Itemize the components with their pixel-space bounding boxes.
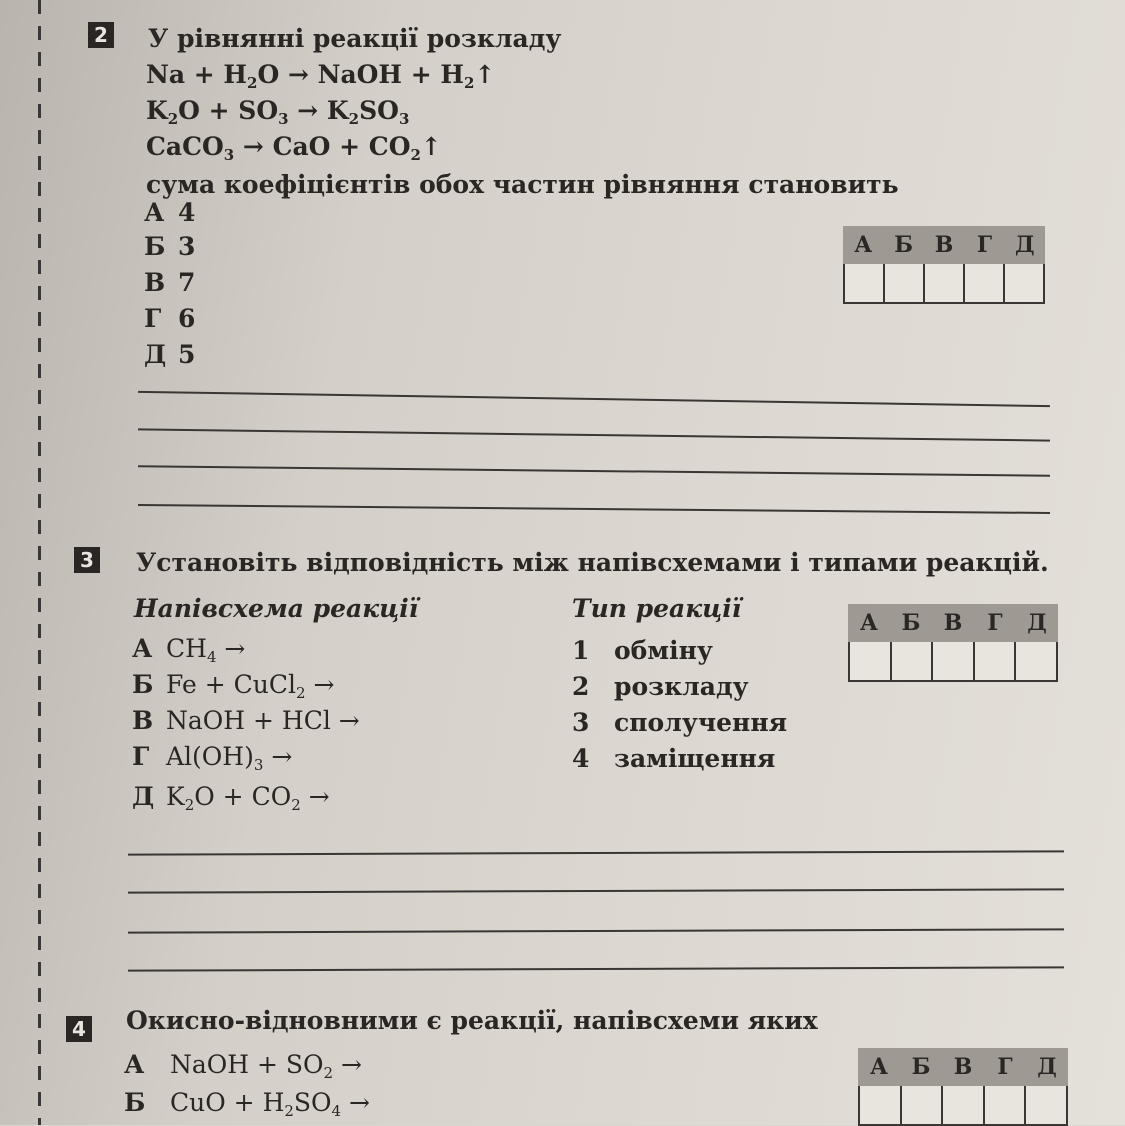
q2-answer-grid (843, 226, 1045, 304)
q3-left-a: А $CH_4$ → (132, 634, 246, 666)
q2-option-b[interactable]: Б 3 (144, 232, 196, 261)
grid-header: Б (894, 232, 914, 258)
q2-option-e[interactable]: Д 5 (144, 340, 196, 369)
question-3-title: Установіть відповідність між напівсхемами і типами реакцій. (136, 548, 1049, 577)
grid-header: Д (1037, 1054, 1057, 1080)
q3-left-c: В NaOH + HCl → (132, 706, 360, 735)
question-4-title: Окисно-відновними є реакції, напівсхеми яких (126, 1006, 818, 1035)
answer-cell[interactable] (975, 642, 1017, 680)
q3-answer-grid (848, 604, 1058, 682)
q3-left-b: Б Fe + CuCl$_2$ → (132, 670, 335, 702)
grid-header: А (854, 232, 873, 258)
grid-header: В (953, 1054, 973, 1080)
answer-line[interactable] (138, 428, 1050, 441)
answer-line[interactable] (128, 850, 1064, 855)
grid-header: Г (997, 1054, 1013, 1080)
q4-option-b: Б CuO + $H_2SO_4$ → (124, 1088, 370, 1120)
answer-cell[interactable] (902, 1086, 944, 1124)
q3-right-4: 4 заміщення (572, 744, 776, 773)
equation-3: CaCO$_3$ → CaO + $CO_2↑$ (146, 132, 442, 164)
grid-header: Б (911, 1054, 931, 1080)
q2-option-d[interactable]: Г 6 (144, 304, 196, 333)
answer-cell[interactable] (892, 642, 934, 680)
q3-left-d: Г $Al(OH)_3$ → (132, 742, 293, 774)
question-2-prompt: сума коефіцієнтів обох частин рівняння становить (146, 170, 899, 199)
answer-cell[interactable] (925, 264, 965, 302)
answer-cell[interactable] (845, 264, 885, 302)
answer-cell[interactable] (933, 642, 975, 680)
q2-option-c[interactable]: В 7 (144, 268, 196, 297)
grid-header: Г (987, 610, 1003, 636)
answer-cell[interactable] (943, 1086, 985, 1124)
answer-line[interactable] (128, 888, 1064, 893)
question-number-3: 3 (74, 547, 100, 573)
q4-option-a: А NaOH + $SO_2$ → (124, 1050, 362, 1082)
grid-header: В (943, 610, 963, 636)
cut-line (38, 0, 41, 1125)
column-header-type: Тип реакції (572, 594, 742, 623)
q2-option-a[interactable]: А 4 (144, 198, 196, 227)
answer-cell[interactable] (860, 1086, 902, 1124)
grid-header: Б (901, 610, 921, 636)
q3-left-e: Д $K_2O + CO_2$ → (132, 782, 330, 814)
grid-header: Г (976, 232, 993, 258)
grid-header: В (934, 232, 954, 258)
answer-cell[interactable] (985, 1086, 1027, 1124)
answer-line[interactable] (128, 966, 1064, 971)
answer-cell[interactable] (885, 264, 925, 302)
answer-line[interactable] (138, 391, 1050, 407)
column-header-scheme: Напівсхема реакції (134, 594, 419, 623)
answer-line[interactable] (138, 504, 1050, 514)
answer-cell[interactable] (1005, 264, 1043, 302)
grid-header: А (870, 1054, 888, 1080)
answer-cell[interactable] (965, 264, 1005, 302)
grid-header: Д (1027, 610, 1047, 636)
answer-cell[interactable] (1016, 642, 1056, 680)
q4-answer-grid (858, 1048, 1068, 1126)
question-2-title: У рівнянні реакції розкладу (148, 24, 562, 53)
equation-1: $Na + H_2O$ → NaOH + $H_2↑$ (146, 60, 496, 92)
answer-cell[interactable] (850, 642, 892, 680)
answer-line[interactable] (138, 465, 1050, 477)
q3-right-1: 1 обміну (572, 636, 713, 665)
grid-header: Д (1015, 232, 1035, 258)
question-number-2: 2 (88, 22, 114, 48)
question-number-4: 4 (66, 1016, 92, 1042)
q3-right-2: 2 розкладу (572, 672, 749, 701)
q3-right-3: 3 сполучення (572, 708, 788, 737)
equation-2: $K_2O + SO_3 \to K_2SO_3$ (146, 96, 410, 128)
grid-header: А (860, 610, 878, 636)
answer-cell[interactable] (1026, 1086, 1066, 1124)
answer-line[interactable] (128, 928, 1064, 933)
